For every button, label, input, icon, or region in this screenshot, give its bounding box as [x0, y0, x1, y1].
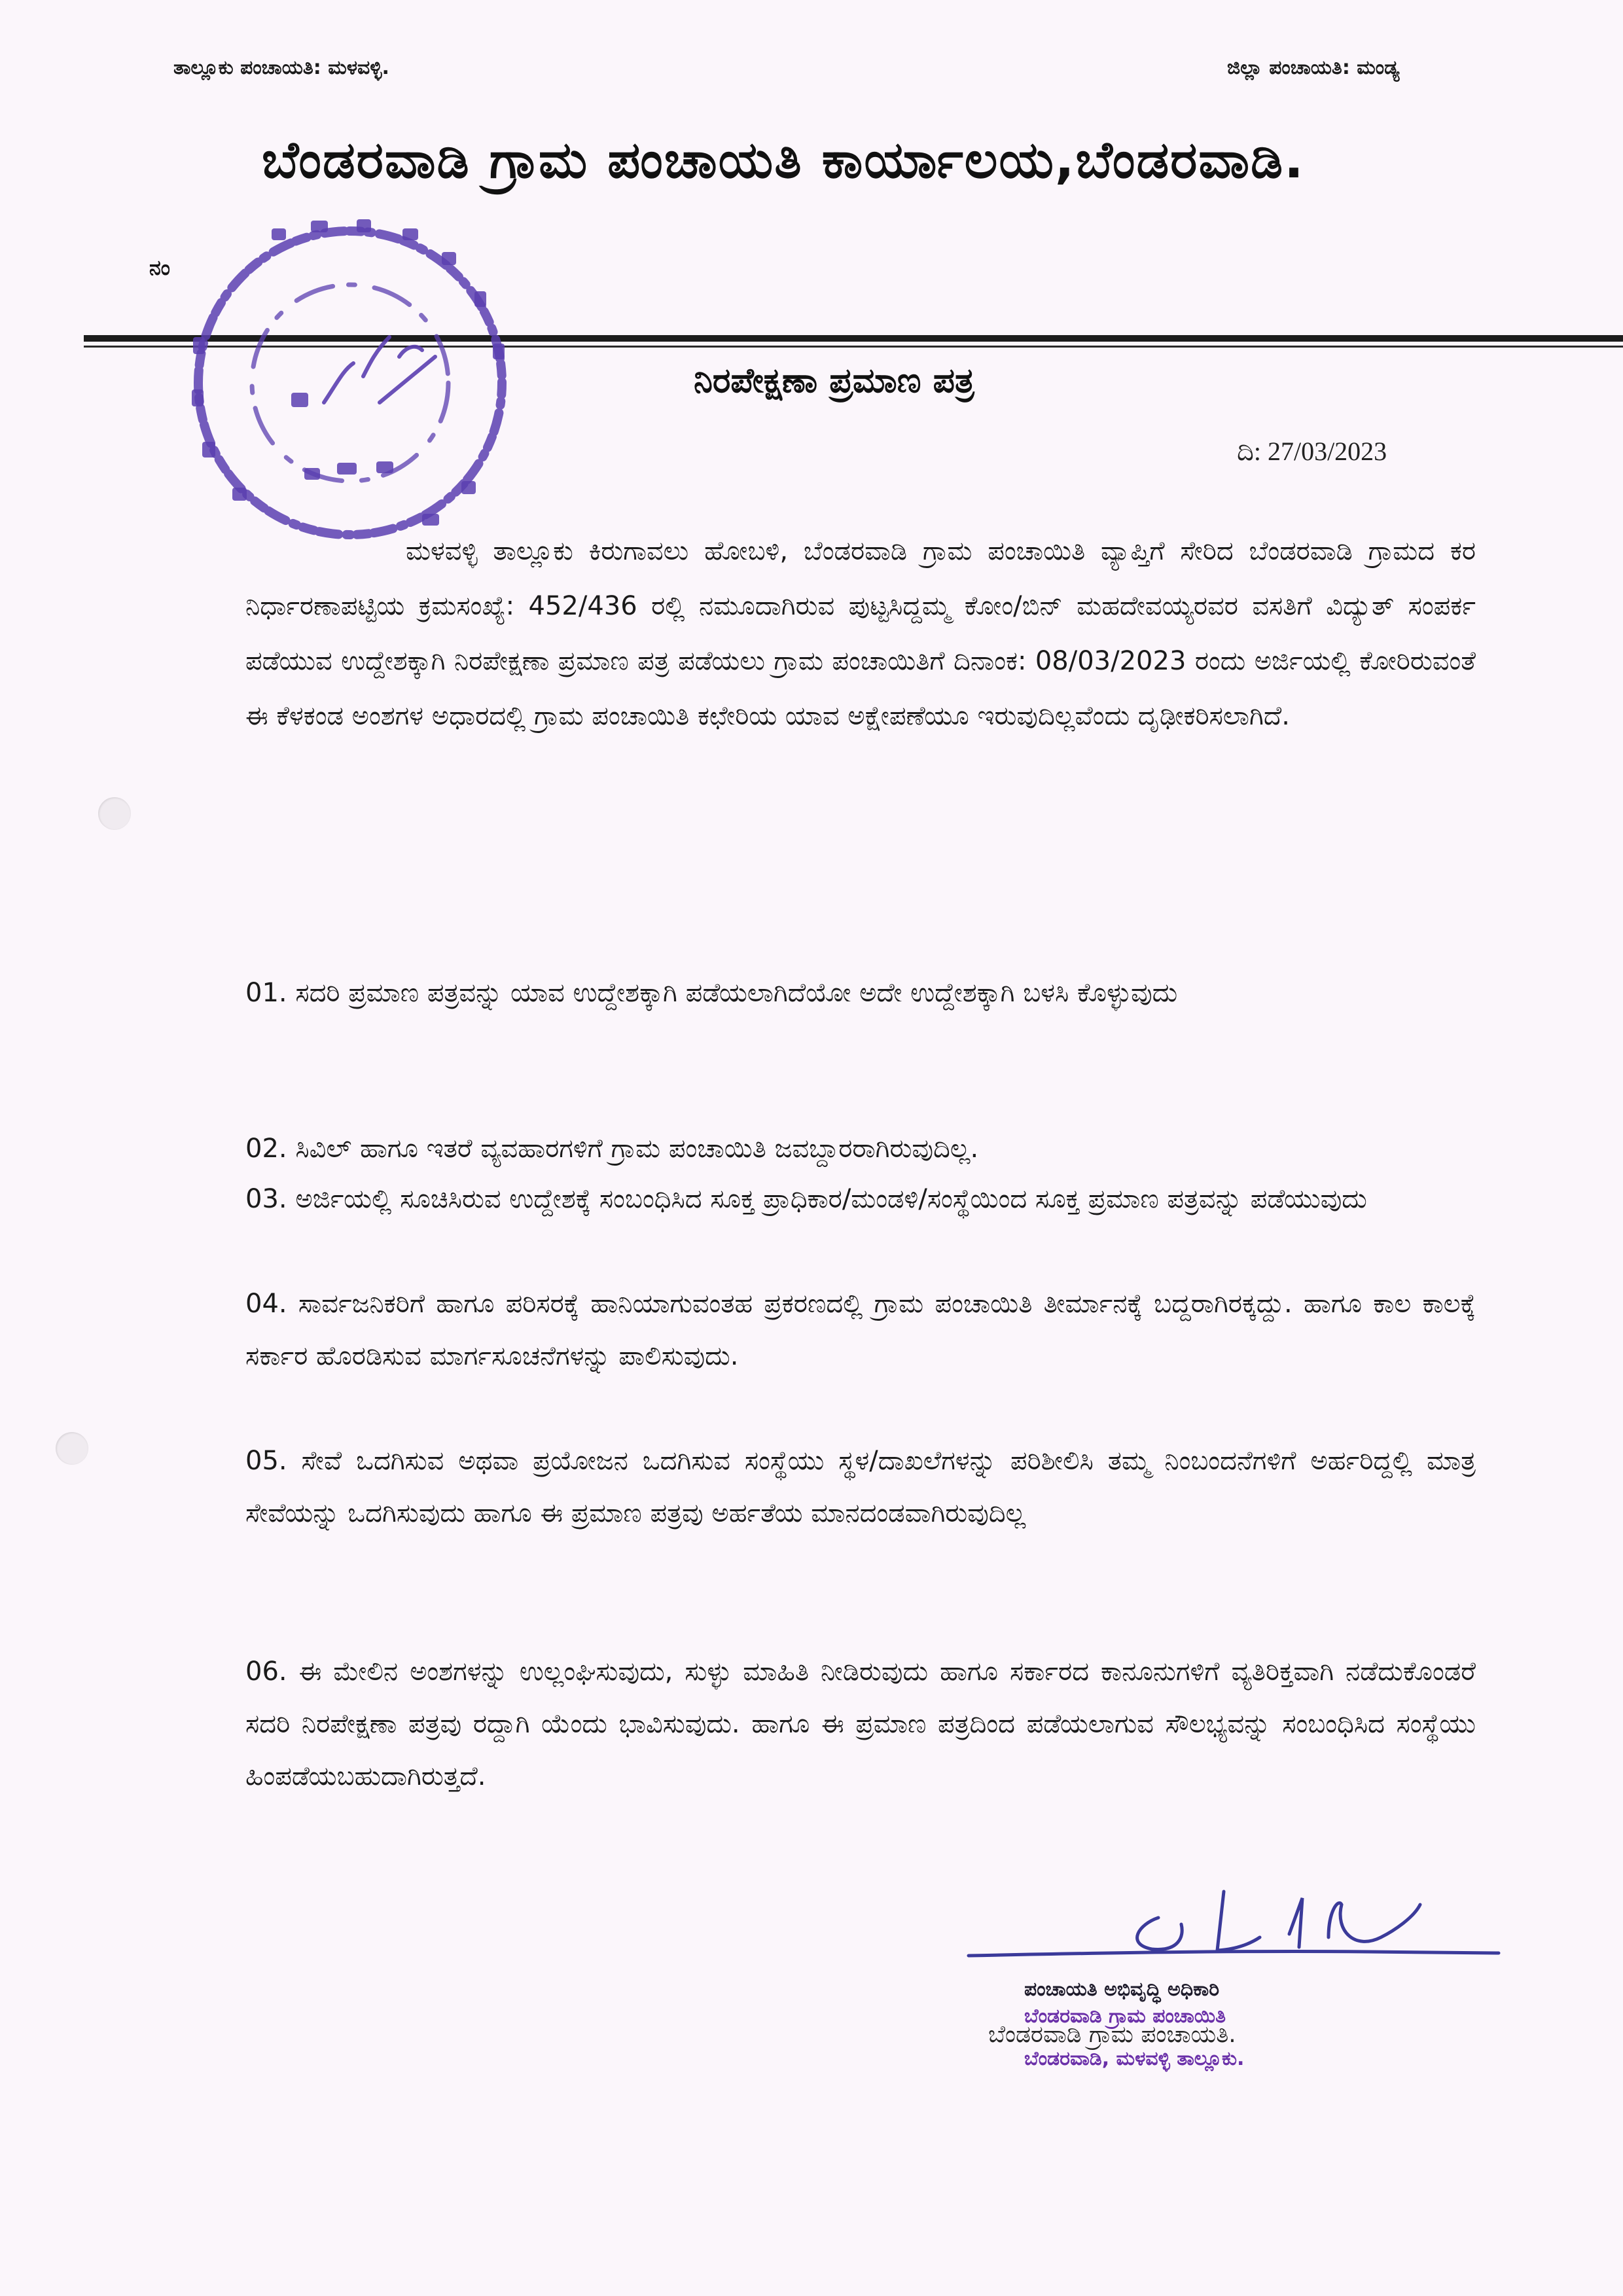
- signatory-block: [988, 1978, 1486, 2070]
- condition-item: 02. ಸಿವಿಲ್ ಹಾಗೂ ಇತರೆ ವ್ಯವಹಾರಗಳಿಗೆ ಗ್ರಾಮ ಪಂಚಾಯಿತಿ ಜವಬ್ದಾರರಾಗಿರುವುದಿಲ್ಲ.: [245, 1134, 979, 1164]
- condition-item: 03. ಅರ್ಜಿಯಲ್ಲಿ ಸೂಚಿಸಿರುವ ಉದ್ದೇಶಕ್ಕೆ ಸಂಬಂಧಿಸಿದ ಸೂಕ್ತ ಪ್ರಾಧಿಕಾರ/ಮಂಡಳಿ/ಸಂಸ್ಥೆಯಿಂದ ಸೂಕ್ತ ಪ್ರಮಾಣ ಪತ್ರವನ್ನು ಪಡೆಯುವುದು: [245, 1184, 1367, 1214]
- signatory-designation: ಪಂಚಾಯತಿ ಅಭಿವೃದ್ಧಿ ಅಧಿಕಾರಿ: [1024, 1978, 1220, 2001]
- signatory-stamp-line-2: ಬೆಂಡರವಾಡಿ, ಮಳವಳ್ಳಿ ತಾಲ್ಲೂಕು.: [1024, 2047, 1245, 2070]
- district-panchayat-label: ಜಿಲ್ಲಾ ಪಂಚಾಯತಿ: ಮಂಡ್ಯ: [1227, 56, 1400, 79]
- body-paragraph-text: ಮಳವಳ್ಳಿ ತಾಲ್ಲೂಕು ಕಿರುಗಾವಲು ಹೋಬಳಿ, ಬೆಂಡರವಾಡಿ ಗ್ರಾಮ ಪಂಚಾಯಿತಿ ವ್ಯಾಪ್ತಿಗೆ ಸೇರಿದ ಬೆಂಡರವಾಡಿ ಗ್ರಾಮದ ಕರ ನಿರ್ಧಾರಣಾಪಟ್ಟಿಯ ಕ್ರಮಸಂಖ್ಯೆ: 452/436 ರಲ್ಲಿ ನಮೂದಾಗಿರುವ ಪುಟ್ಟಸಿದ್ದಮ್ಮ ಕೋಂ/ಬಿನ್ ಮಹದೇವಯ್ಯರವರ ವಸತಿಗೆ ವಿದ್ಯುತ್ ಸಂಪರ್ಕ ಪಡೆಯುವ ಉದ್ದೇಶಕ್ಕಾಗಿ ನಿರಪೇಕ್ಷಣಾ ಪ್ರಮಾಣ ಪತ್ರ ಪಡೆಯಲು ಗ್ರಾಮ ಪಂಚಾಯಿತಿಗೆ ದಿನಾಂಕ: 08/03/2023 ರಂದು ಅರ್ಜಿಯಲ್ಲಿ ಕೋರಿರುವಂತೆ ಈ ಕೆಳಕಂಡ ಅಂಶಗಳ ಅಧಾರದಲ್ಲಿ ಗ್ರಾಮ ಪಂಚಾಯಿತಿ ಕಛೇರಿಯ ಯಾವ ಅಕ್ಷೇಪಣೆಯೂ ಇರುವುದಿಲ್ಲವೆಂದು ದೃಢೀಕರಿಸಲಾಗಿದೆ.: [245, 536, 1476, 731]
- signatory-panchayat: ಬೆಂಡರವಾಡಿ ಗ್ರಾಮ ಪಂಚಾಯತಿ.: [988, 2021, 1236, 2048]
- condition-item: 05. ಸೇವೆ ಒದಗಿಸುವ ಅಥವಾ ಪ್ರಯೋಜನ ಒದಗಿಸುವ ಸಂಸ್ಥೆಯು ಸ್ಥಳ/ದಾಖಲೆಗಳನ್ನು ಪರಿಶೀಲಿಸಿ ತಮ್ಮ ನಿಂಬಂದನೆಗಳಿಗೆ ಅರ್ಹರಿದ್ದಲ್ಲಿ ಮಾತ್ರ ಸೇವೆಯನ್ನು ಒದಗಿಸುವುದು ಹಾಗೂ ಈ ಪ್ರಮಾಣ ಪತ್ರವು ಅರ್ಹತೆಯ ಮಾನದಂಡವಾಗಿರುವುದಿಲ್ಲ: [245, 1446, 1476, 1528]
- certificate-body-paragraph: [245, 524, 1476, 744]
- signatory-stamp-line-1: ಬೆಂಡರವಾಡಿ ಗ್ರಾಮ ಪಂಚಾಯಿತಿ: [1024, 2005, 1226, 2028]
- officer-signature: [962, 1872, 1512, 1977]
- condition-item: 06. ಈ ಮೇಲಿನ ಅಂಶಗಳನ್ನು ಉಲ್ಲಂಘಿಸುವುದು, ಸುಳ್ಳು ಮಾಹಿತಿ ನೀಡಿರುವುದು ಹಾಗೂ ಸರ್ಕಾರದ ಕಾನೂನುಗಳಿಗೆ ವ್ಯತಿರಿಕ್ತವಾಗಿ ನಡೆದುಕೊಂಡರೆ ಸದರಿ ನಿರಪೇಕ್ಷಣಾ ಪತ್ರವು ರದ್ದಾಗಿ ಯೆಂದು ಭಾವಿಸುವುದು. ಹಾಗೂ ಈ ಪ್ರಮಾಣ ಪತ್ರದಿಂದ ಪಡೆಯಲಾಗುವ ಸೌಲಭ್ಯವನ್ನು ಸಂಬಂಧಿಸಿದ ಸಂಸ್ಥೆಯು ಹಿಂಪಡೆಯಬಹುದಾಗಿರುತ್ತದೆ.: [245, 1657, 1476, 1791]
- condition-item: 01. ಸದರಿ ಪ್ರಮಾಣ ಪತ್ರವನ್ನು ಯಾವ ಉದ್ದೇಶಕ್ಕಾಗಿ ಪಡೆಯಲಾಗಿದೆಯೋ ಅದೇ ಉದ್ದೇಶಕ್ಕಾಗಿ ಬಳಸಿ ಕೊಳ್ಳುವುದು: [245, 978, 1178, 1008]
- document-title: ನಿರಪೇಕ್ಷಣಾ ಪ್ರಮಾಣ ಪತ್ರ: [694, 361, 974, 401]
- punch-hole-mark: [98, 797, 131, 830]
- taluk-panchayat-label: ತಾಲ್ಲೂಕು ಪಂಚಾಯತಿ: ಮಳವಳ್ಳಿ.: [173, 56, 389, 79]
- reference-number-label: ನಂ: [149, 255, 170, 280]
- office-title: ಬೆಂಡರವಾಡಿ ಗ್ರಾಮ ಪಂಚಾಯತಿ ಕಾರ್ಯಾಲಯ,ಬೆಂಡರವಾಡಿ.: [262, 131, 1305, 190]
- document-date: ದಿ: 27/03/2023: [1237, 437, 1387, 466]
- condition-item: 04. ಸಾರ್ವಜನಿಕರಿಗೆ ಹಾಗೂ ಪರಿಸರಕ್ಕೆ ಹಾನಿಯಾಗುವಂತಹ ಪ್ರಕರಣದಲ್ಲಿ ಗ್ರಾಮ ಪಂಚಾಯಿತಿ ತೀರ್ಮಾನಕ್ಕೆ ಬದ್ದರಾಗಿರಕ್ಕದ್ದು. ಹಾಗೂ ಕಾಲ ಕಾಲಕ್ಕೆ ಸರ್ಕಾರ ಹೊರಡಿಸುವ ಮಾರ್ಗಸೂಚನೆಗಳನ್ನು ಪಾಲಿಸುವುದು.: [245, 1289, 1476, 1371]
- punch-hole-mark: [56, 1432, 88, 1465]
- office-seal-stamp: [173, 206, 527, 560]
